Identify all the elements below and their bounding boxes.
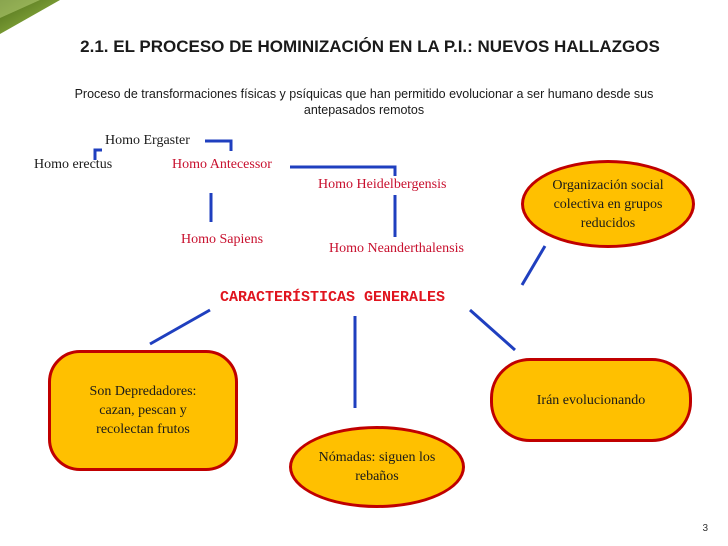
connector-antecessor-heidel [290, 167, 395, 176]
characteristics-heading: CARACTERÍSTICAS GENERALES [220, 289, 446, 306]
page-subtitle: Proceso de transformaciones físicas y psíquicas que han permitido evolucionar a ser humano desde sus antepasados remotos [74, 87, 654, 117]
node-organizacion-social [521, 160, 695, 248]
page-number: 3 [702, 523, 708, 534]
node-nomadas-label: Nómadas: siguen los rebaños [318, 450, 436, 484]
connector-heading-evolucionando [470, 310, 515, 350]
species-antecessor: Homo Antecessor [172, 157, 272, 172]
node-depredadores-label: Son Depredadores: cazan, pescan y recolectan frutos [89, 384, 197, 437]
species-neanderthalensis: Homo Neanderthalensis [329, 241, 464, 256]
species-heidelbergensis: Homo Heidelbergensis [318, 177, 447, 192]
node-nomadas [289, 426, 465, 508]
connector-ergaster-antecessor [205, 141, 231, 151]
node-evolucionando [490, 358, 692, 442]
node-depredadores [48, 350, 238, 471]
species-ergaster: Homo Ergaster [105, 133, 190, 148]
connector-heading-depredadores [150, 310, 210, 344]
node-organizacion-label: Organización social colectiva en grupos reducidos [552, 177, 664, 231]
node-evolucionando-label: Irán evolucionando [536, 392, 646, 408]
connector-neander-organizacion [522, 246, 545, 285]
page-title: 2.1. EL PROCESO DE HOMINIZACIÓN EN LA P.I.: NUEVOS HALLAZGOS [80, 37, 660, 56]
species-sapiens: Homo Sapiens [181, 232, 264, 247]
species-erectus: Homo erectus [34, 157, 113, 172]
